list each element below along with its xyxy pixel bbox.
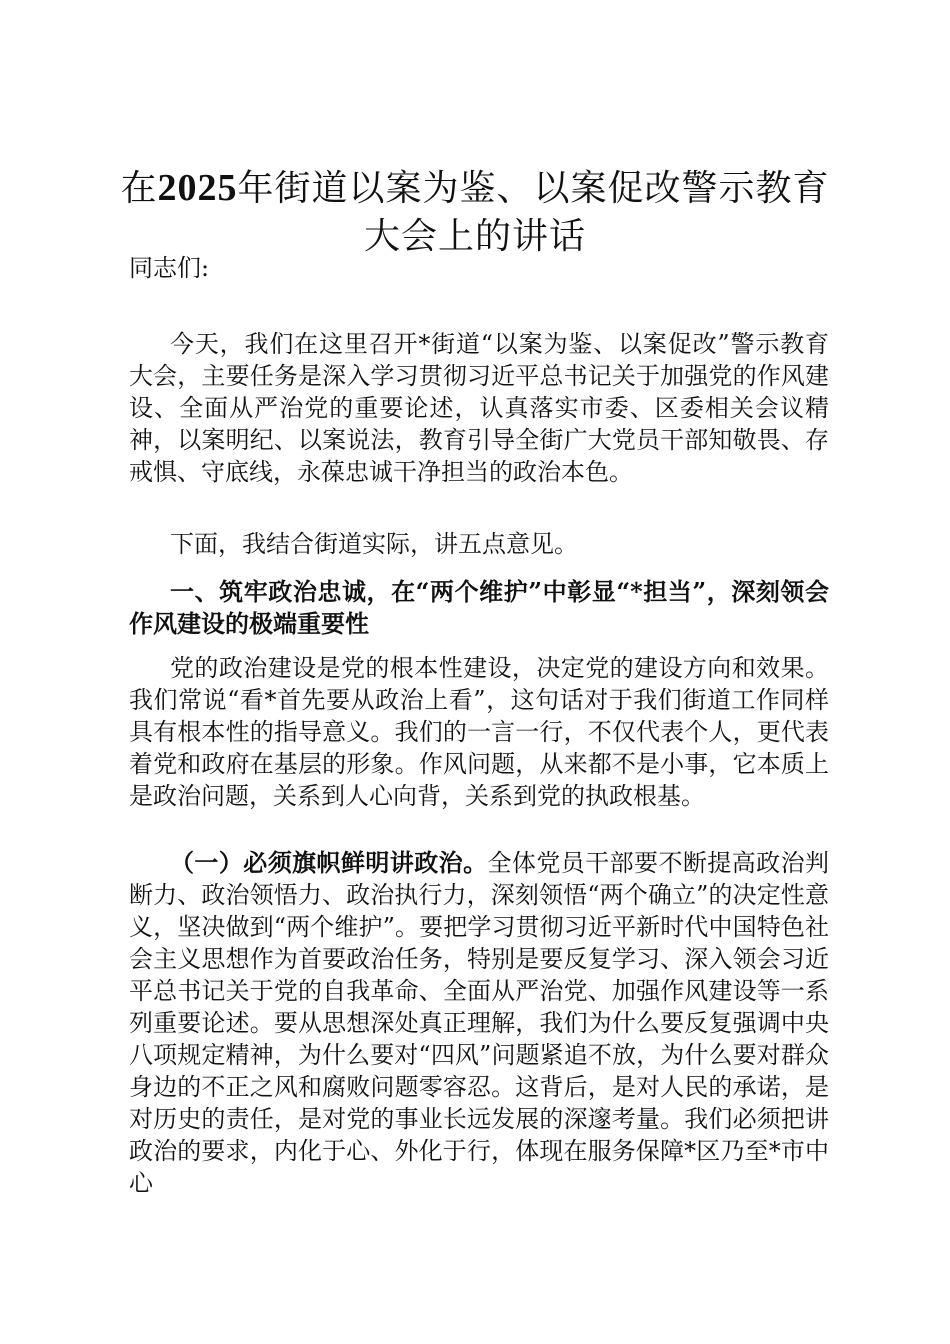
- subsection-paragraph: [129, 847, 829, 1199]
- paragraph-outline: 下面，我结合街道实际，讲五点意见。: [170, 530, 578, 558]
- section-paragraph: 党的政治建设是党的根本性建设，决定党的建设方向和效果。我们常说“看*首先要从政治上看”，这句话对于我们街道工作同样具有根本性的指导意义。我们的一言一行，不仅代表个人，更代表着党和政府在基层的形象。作风问题，从来都不是小事，它本质上是政治问题，关系到人心向背，关系到党的执政根基。: [129, 654, 829, 810]
- title-year: 2025: [157, 167, 238, 209]
- salutation: 同志们:: [129, 254, 210, 282]
- subsection-text: 全体党员干部要不断提高政治判断力、政治领悟力、政治执行力，深刻领悟“两个确立”的决定性意义，坚决做到“两个维护”。要把学习贯彻习近平新时代中国特色社会主义思想作为首要政治任务，特别是要反复学习、深入领会习近平总书记关于党的自我革命、全面从严治党、加强作风建设等一系列重要论述。要从思想深处真正理解，我们为什么要反复强调中央八项规定精神，为什么要对“四风”问题紧追不放，为什么要对群众身边的不正之风和腐败问题零容忍。这背后，是对人民的承诺，是对历史的责任，是对党的事业长远发展的深邃考量。我们必须把讲政治的要求，内化于心、外化于行，体现在服务保障*区乃至*市中心: [129, 849, 829, 1197]
- title-prefix: 在: [120, 168, 158, 209]
- document-title: [110, 164, 840, 261]
- title-line1-rest: 年街道以案为鉴、以案促改警示教育: [237, 168, 830, 209]
- title-line2: 大会上的讲话: [363, 216, 586, 257]
- paragraph-opening: 今天，我们在这里召开*街道“以案为鉴、以案促改”警示教育大会，主要任务是深入学习贯彻习近平总书记关于加强党的作风建设、全面从严治党的重要论述，认真落实市委、区委相关会议精神，以案明纪、以案说法，教育引导全街广大党员干部知敬畏、存戒惧、守底线，永葆忠诚干净担当的政治本色。: [129, 330, 829, 486]
- subsection-lead: （一）必须旗帜鲜明讲政治。: [170, 848, 488, 877]
- section-heading: 一、筑牢政治忠诚，在“两个维护”中彰显“*担当”，深刻领会作风建设的极端重要性: [129, 577, 829, 638]
